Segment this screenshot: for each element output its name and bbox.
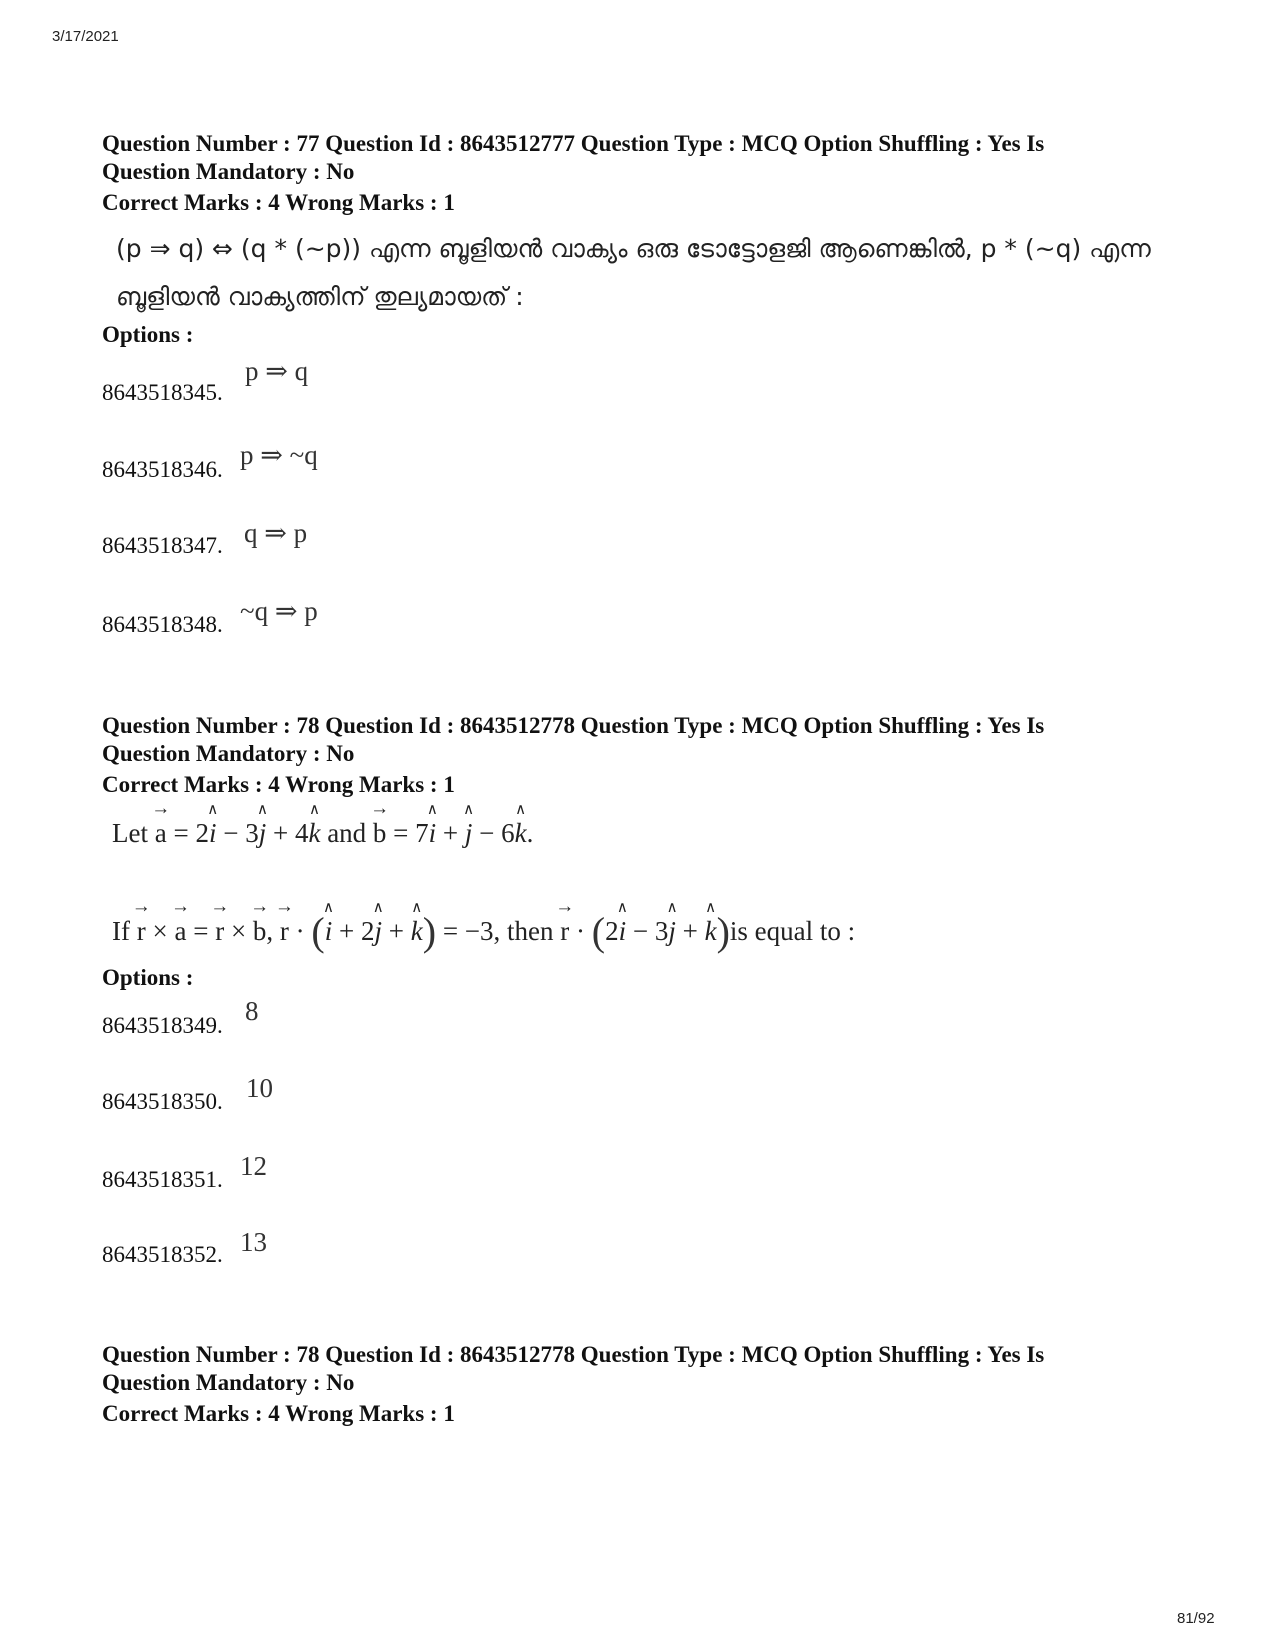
vector-a: → a — [174, 916, 186, 947]
math-token: − 3 — [223, 818, 259, 848]
math-token: and — [327, 818, 367, 848]
unit-k: ∧ k — [308, 818, 320, 849]
options-label: Options : — [102, 322, 194, 347]
question-math-line — [112, 818, 533, 849]
unit-k: ∧ k — [515, 818, 527, 849]
unit-i: ∧ i — [429, 818, 437, 849]
math-token: = −3, then — [442, 916, 554, 946]
vector-a: → a — [155, 818, 167, 849]
question-header — [102, 712, 1162, 768]
question-text: (p ⇒ q) ⇔ (q * (~p)) എന്ന ബൂളിയൻ വാക്യം ഒരു ടോട്ടോളജി ആണെങ്കിൽ, p * (~q) എന്ന — [116, 234, 1151, 263]
unit-i: ∧ i — [619, 916, 627, 947]
vector-b: → b — [373, 818, 387, 849]
option-value: 13 — [240, 1227, 267, 1257]
unit-i: ∧ i — [209, 818, 217, 849]
marks-line: Correct Marks : 4 Wrong Marks : 1 — [102, 190, 455, 215]
math-token: + — [388, 916, 404, 946]
question-header-line: Question Number : 78 Question Id : 8643512778 Question Type : MCQ Option Shuffling : Yes Is — [102, 1342, 1045, 1367]
option-value: ~q ⇒ p — [240, 596, 318, 626]
math-token: · — [576, 916, 586, 946]
options-label: Options : — [102, 965, 194, 990]
question-math-line — [112, 908, 855, 955]
vector-b: → b — [253, 916, 267, 947]
math-token: − 3 — [632, 916, 669, 946]
question-text: ബൂളിയൻ വാക്യത്തിന് തുല്യമായത് : — [116, 282, 524, 311]
unit-j: ∧ j — [259, 818, 267, 849]
option-id: 8643518347. — [102, 533, 223, 558]
unit-j: ∧ j — [375, 916, 383, 947]
question-header — [102, 130, 1162, 186]
math-token: Let — [112, 818, 148, 848]
vector-r: → r — [560, 916, 569, 947]
math-token: + — [682, 916, 698, 946]
question-header-line: Question Number : 78 Question Id : 8643512778 Question Type : MCQ Option Shuffling : Yes Is — [102, 713, 1045, 738]
unit-k: ∧ k — [411, 916, 423, 947]
question-header-line: Question Mandatory : No — [102, 159, 355, 184]
option-id: 8643518345. — [102, 380, 223, 405]
option-id: 8643518346. — [102, 457, 223, 482]
question-header-line: Question Mandatory : No — [102, 1370, 355, 1395]
option-id: 8643518348. — [102, 612, 223, 637]
math-token: = — [193, 916, 209, 946]
unit-j: ∧ j — [668, 916, 676, 947]
unit-i: ∧ i — [325, 916, 333, 947]
option-value: 12 — [240, 1151, 267, 1181]
math-paren: ) — [422, 909, 437, 954]
vector-r: → r — [280, 916, 289, 947]
math-token: = 7 — [393, 818, 429, 848]
math-paren: ( — [311, 909, 325, 954]
unit-j: ∧ j — [465, 818, 473, 849]
question-header — [102, 1341, 1162, 1397]
unit-k: ∧ k — [705, 916, 717, 947]
math-token: − 6 — [479, 818, 515, 848]
vector-r: → r — [137, 916, 146, 947]
math-token: . — [526, 818, 534, 848]
question-header-line: Question Number : 77 Question Id : 8643512777 Question Type : MCQ Option Shuffling : Yes Is — [102, 131, 1045, 156]
page-number: 81/92 — [1177, 1610, 1215, 1627]
math-token: = 2 — [173, 818, 209, 848]
option-value: 8 — [245, 996, 259, 1026]
math-token: × — [152, 916, 168, 946]
math-token: + 4 — [272, 818, 309, 848]
math-token: If — [112, 916, 130, 946]
math-token: · — [295, 916, 305, 946]
math-token: , — [266, 916, 274, 946]
marks-line: Correct Marks : 4 Wrong Marks : 1 — [102, 772, 455, 797]
math-token: + 2 — [339, 916, 375, 946]
option-value: q ⇒ p — [244, 518, 308, 548]
math-paren: ) — [716, 909, 730, 954]
marks-line: Correct Marks : 4 Wrong Marks : 1 — [102, 1401, 455, 1426]
math-token: × — [230, 916, 247, 946]
question-header-line: Question Mandatory : No — [102, 741, 355, 766]
option-value: p ⇒ ~q — [240, 440, 318, 470]
option-id: 8643518352. — [102, 1242, 223, 1267]
option-id: 8643518349. — [102, 1013, 223, 1038]
math-token: 2 — [605, 916, 619, 946]
option-id: 8643518350. — [102, 1089, 223, 1114]
option-id: 8643518351. — [102, 1167, 223, 1192]
print-date: 3/17/2021 — [52, 28, 119, 45]
math-paren: ( — [591, 909, 606, 954]
math-token: is equal to : — [729, 916, 856, 946]
option-value: p ⇒ q — [245, 356, 309, 386]
vector-r: → r — [215, 916, 224, 947]
math-token: + — [442, 818, 459, 848]
option-value: 10 — [246, 1073, 273, 1103]
